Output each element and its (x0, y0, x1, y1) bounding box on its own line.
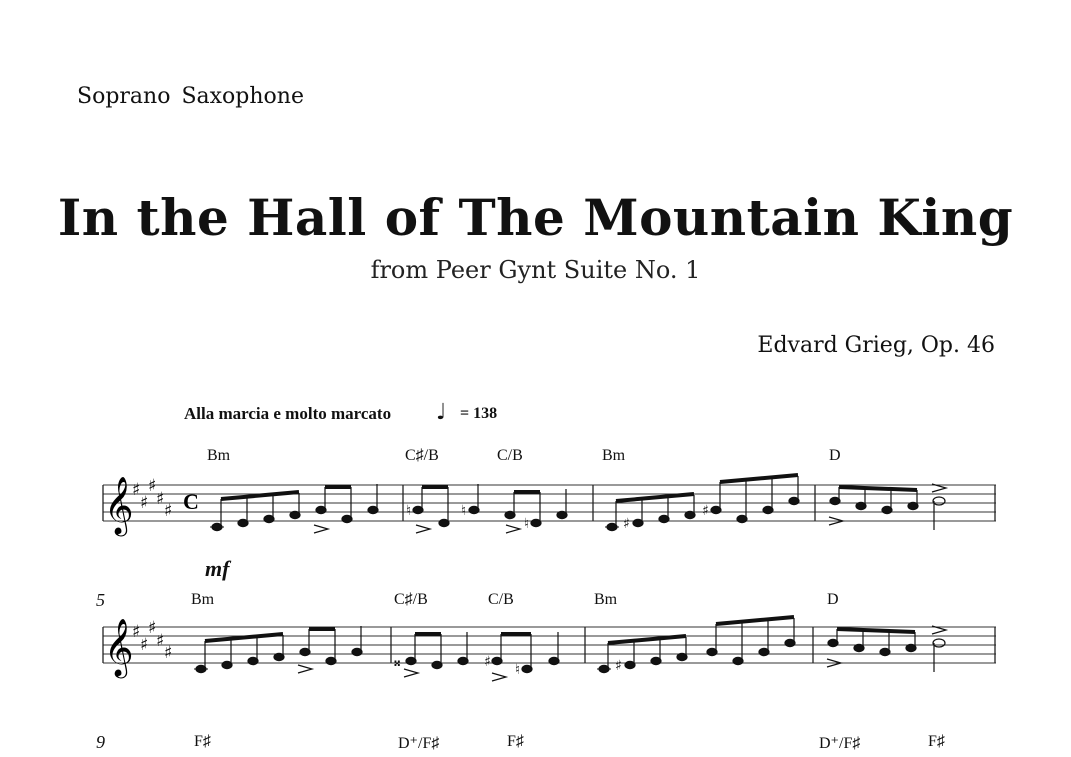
svg-text:♯: ♯ (140, 635, 149, 655)
score-subtitle: from Peer Gynt Suite No. 1 (370, 256, 701, 284)
svg-text:♯: ♯ (156, 631, 165, 651)
chord-symbol: C/B (497, 447, 523, 464)
chord-symbol: F♯ (194, 733, 211, 750)
tempo-bpm: = 138 (460, 405, 498, 422)
chord-symbol: Bm (207, 447, 231, 464)
svg-text:♯: ♯ (623, 516, 630, 532)
chord-symbol: D (829, 447, 841, 464)
chord-symbol: D⁺/F♯ (398, 735, 440, 752)
chord-symbol: Bm (191, 591, 215, 608)
composer: Edvard Grieg, Op. 46 (757, 333, 995, 358)
svg-text:♯: ♯ (148, 476, 157, 496)
treble-clef-icon: 𝄞 (104, 618, 134, 676)
tempo-text: Alla marcia e molto marcato (184, 404, 392, 423)
chord-symbol: Bm (602, 447, 626, 464)
svg-text:♯: ♯ (132, 480, 141, 500)
notes (210, 475, 946, 533)
score-title: In the Hall of The Mountain King (57, 188, 1014, 247)
svg-text:♮: ♮ (515, 662, 521, 678)
svg-text:𝄪: 𝄪 (394, 654, 401, 670)
chord-symbol: F♯ (507, 733, 524, 750)
svg-text:♯: ♯ (164, 643, 173, 663)
chord-symbol: Bm (594, 591, 618, 608)
measure-number: 9 (96, 732, 105, 752)
treble-clef-icon: 𝄞 (104, 476, 134, 534)
staff-system-1 (0, 470, 1071, 550)
chord-symbol: F♯ (928, 733, 945, 750)
dynamic-marking: mf (205, 556, 230, 581)
svg-text:♮: ♮ (461, 503, 467, 519)
staff-system-2 (0, 612, 1071, 692)
svg-text:♮: ♮ (406, 503, 412, 519)
svg-text:♯: ♯ (148, 618, 157, 638)
quarter-note-icon: ♩ (436, 400, 447, 425)
svg-text:♯: ♯ (156, 489, 165, 509)
svg-text:♯: ♯ (702, 503, 709, 519)
svg-text:♯: ♯ (484, 654, 491, 670)
key-signature (132, 618, 172, 663)
instrument-name: Soprano Saxophone (77, 84, 304, 109)
chord-symbol: C♯/B (394, 591, 428, 608)
chord-symbol: C/B (488, 591, 514, 608)
svg-text:♯: ♯ (615, 658, 622, 674)
chord-symbol: D (827, 591, 839, 608)
chord-symbol: C♯/B (405, 447, 439, 464)
svg-text:♮: ♮ (524, 516, 530, 532)
svg-text:♯: ♯ (164, 501, 173, 521)
key-signature (132, 476, 172, 521)
time-signature: C (183, 489, 199, 514)
measure-number: 5 (96, 590, 105, 610)
chord-symbol: D⁺/F♯ (819, 735, 861, 752)
svg-text:♯: ♯ (140, 493, 149, 513)
svg-text:♯: ♯ (132, 622, 141, 642)
